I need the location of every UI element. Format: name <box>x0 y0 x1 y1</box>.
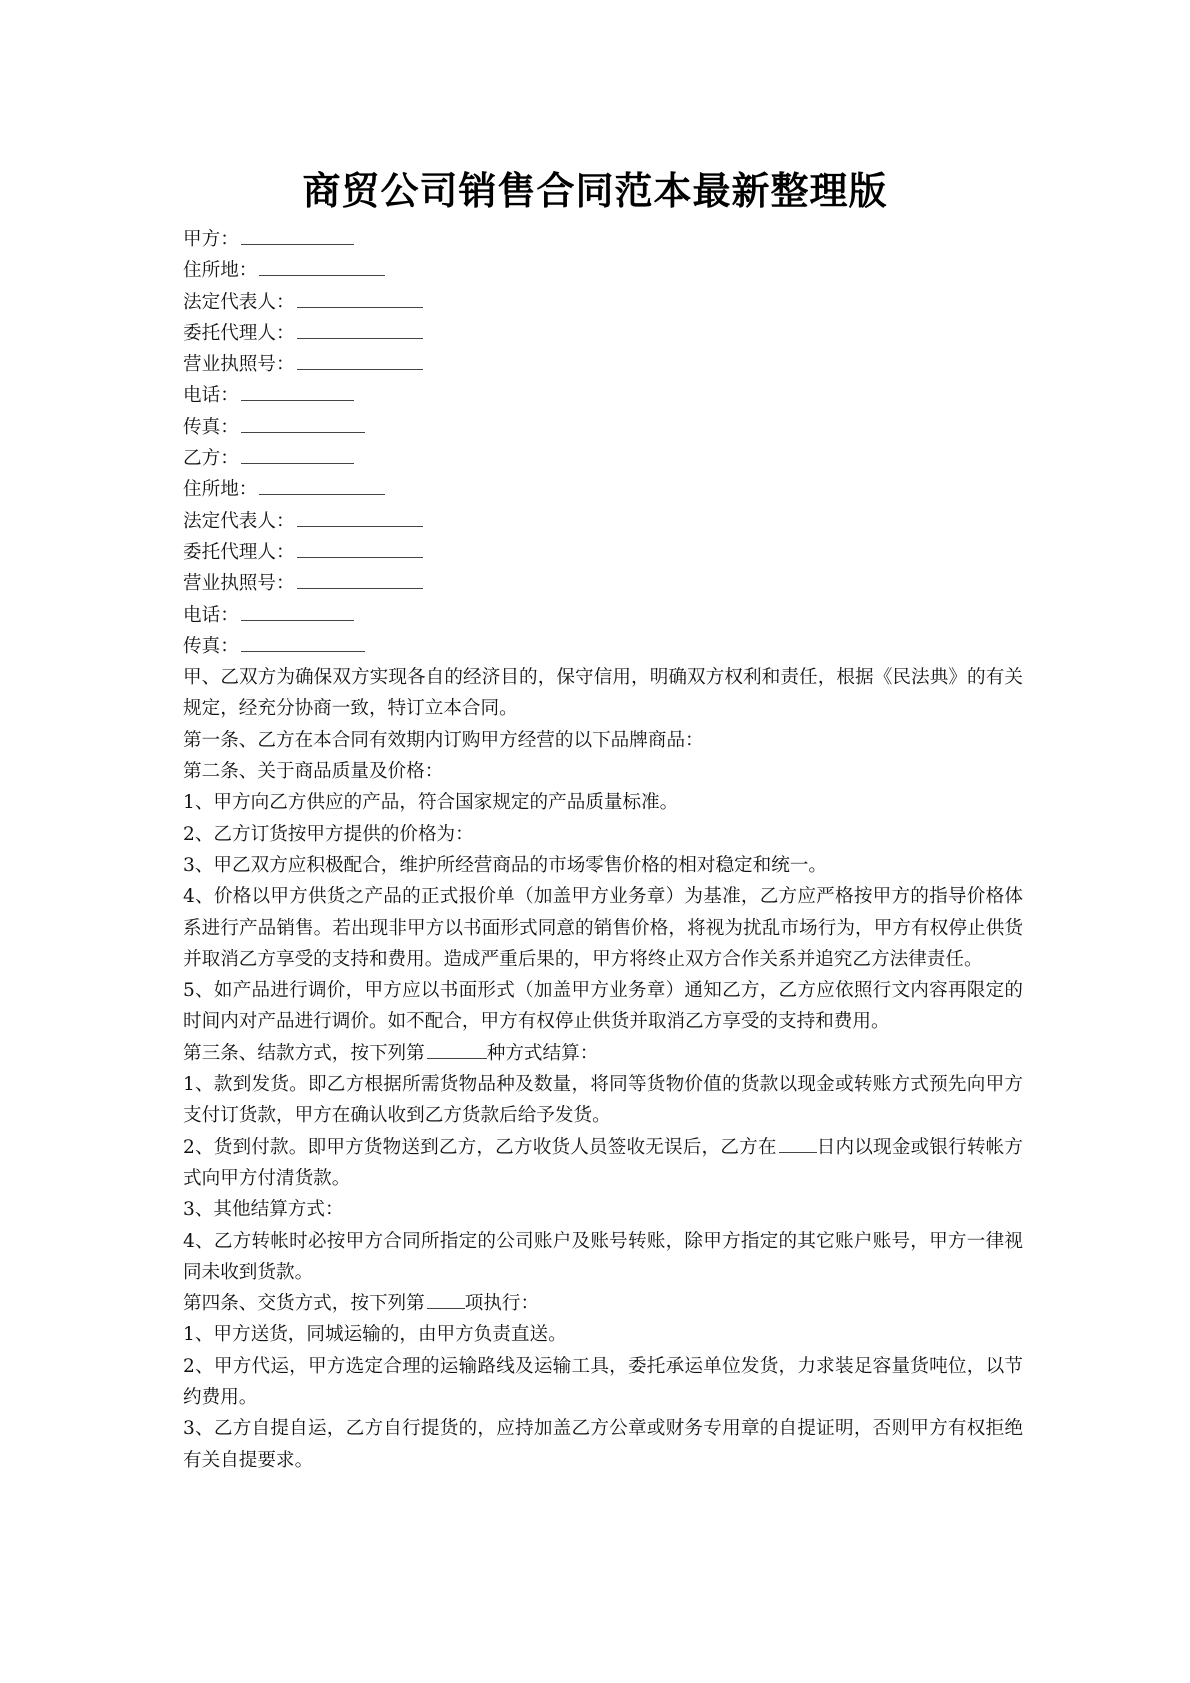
article-2-item: 4、价格以甲方供货之产品的正式报价单（加盖甲方业务章）为基准，乙方应严格按甲方的指导价格体系进行产品销售。若出现非甲方以书面形式同意的销售价格，将视为扰乱市场行为，甲方有权停止供货并取消乙方享受的支持和费用。造成严重后果的，甲方将终止双方合作关系并追究乙方法律责任。 <box>183 886 1023 970</box>
field-label: 电话： <box>183 385 239 407</box>
heading-text: 第四条、交货方式，按下列第 <box>183 1293 425 1315</box>
blank-line <box>241 399 354 401</box>
party-b-legal-rep-field <box>183 506 1023 537</box>
article-4-heading <box>183 1288 1023 1319</box>
article-3 <box>183 1038 1023 1288</box>
blank-line <box>259 274 385 276</box>
blank-line <box>241 462 354 464</box>
item-text: 2、货到付款。即甲方货物送到乙方，乙方收货人员签收无误后，乙方在 <box>183 1136 777 1158</box>
article-4-item: 3、乙方自提自运，乙方自行提货的，应持加盖乙方公章或财务专用章的自提证明，否则甲方有权拒绝有关自提要求。 <box>183 1418 1023 1471</box>
party-a-phone-field <box>183 380 1023 411</box>
article-2-item: 3、甲乙双方应积极配合，维护所经营商品的市场零售价格的相对稳定和统一。 <box>183 854 828 876</box>
party-a-legal-rep-field <box>183 287 1023 318</box>
field-label: 住所地： <box>183 479 258 501</box>
preamble: 甲、乙双方为确保双方实现各自的经济目的，保守信用，明确双方权利和责任，根据《民法典》的有关规定，经充分协商一致，特订立本合同。 <box>183 667 1023 720</box>
article-2-item: 5、如产品进行调价，甲方应以书面形式（加盖甲方业务章）通知乙方，乙方应依照行文内容再限定的时间内对产品进行调价。如不配合，甲方有权停止供货并取消乙方享受的支持和费用。 <box>183 980 1023 1033</box>
party-a-license-field <box>183 349 1023 380</box>
party-b-license-field <box>183 568 1023 599</box>
article-4-item: 1、甲方送货，同城运输的，由甲方负责直送。 <box>183 1324 567 1346</box>
party-b-block <box>183 443 1023 662</box>
party-a-address-field <box>183 255 1023 286</box>
field-label: 住所地： <box>183 260 258 282</box>
article-2-item: 2、乙方订货按甲方提供的价格为： <box>183 823 474 845</box>
field-label: 营业执照号： <box>183 354 295 376</box>
blank-line <box>241 431 365 433</box>
article-4 <box>183 1288 1023 1476</box>
field-label: 法定代表人： <box>183 510 295 532</box>
blank-line <box>297 306 423 308</box>
heading-text: 种方式结算： <box>486 1042 599 1064</box>
article-4-item: 2、甲方代运，甲方选定合理的运输路线及运输工具，委托承运单位发货，力求装足容量货吨位，以节约费用。 <box>183 1355 1023 1408</box>
blank-line <box>779 1151 817 1153</box>
article-2-item: 1、甲方向乙方供应的产品，符合国家规定的产品质量标准。 <box>183 792 679 814</box>
article-3-item: 4、乙方转帐时必按甲方合同所指定的公司账户及账号转账，除甲方指定的其它账户账号，甲方一律视同未收到货款。 <box>183 1230 1023 1283</box>
field-label: 电话： <box>183 604 239 626</box>
document-title: 商贸公司销售合同范本最新整理版 <box>302 169 888 213</box>
party-a-fax-field <box>183 412 1023 443</box>
party-b-fax-field <box>183 631 1023 662</box>
field-label: 委托代理人： <box>183 541 295 563</box>
field-label: 乙方： <box>183 448 239 470</box>
party-a-block <box>183 224 1023 443</box>
field-label: 甲方： <box>183 229 239 250</box>
blank-line <box>427 1057 487 1059</box>
field-label: 营业执照号： <box>183 573 295 595</box>
field-label: 传真： <box>183 635 239 657</box>
party-b-address-field <box>183 474 1023 505</box>
blank-line <box>241 619 354 621</box>
document-body <box>183 224 1023 1476</box>
blank-line <box>297 525 423 527</box>
field-label: 委托代理人： <box>183 322 295 344</box>
field-label: 法定代表人： <box>183 291 295 313</box>
item-text: 日内以现金或银行转帐方式向甲方付清货款。 <box>183 1136 1023 1189</box>
blank-line <box>259 493 385 495</box>
blank-line <box>297 368 423 370</box>
heading-text: 项执行： <box>464 1293 540 1315</box>
article-3-item: 3、其他结算方式： <box>183 1199 344 1221</box>
blank-line <box>241 243 354 245</box>
party-b-agent-field <box>183 537 1023 568</box>
article-3-heading <box>183 1038 1023 1069</box>
article-2 <box>183 756 1023 1038</box>
field-label: 传真： <box>183 416 239 438</box>
article-3-item: 1、款到发货。即乙方根据所需货物品种及数量，将同等货物价值的货款以现金或转账方式预先向甲方支付订货款，甲方在确认收到乙方货款后给予发货。 <box>183 1074 1023 1127</box>
article-3-item <box>183 1132 1023 1195</box>
party-b-name-field <box>183 443 1023 474</box>
blank-line <box>297 556 423 558</box>
heading-text: 第三条、结款方式，按下列第 <box>183 1042 425 1064</box>
article-2-heading: 第二条、关于商品质量及价格： <box>183 761 444 783</box>
blank-line <box>241 650 365 652</box>
party-b-phone-field <box>183 600 1023 631</box>
party-a-name-field <box>183 224 1023 255</box>
blank-line <box>297 587 423 589</box>
blank-line <box>297 337 423 339</box>
blank-line <box>427 1307 465 1309</box>
article-1: 第一条、乙方在本合同有效期内订购甲方经营的以下品牌商品： <box>183 729 704 751</box>
party-a-agent-field <box>183 318 1023 349</box>
